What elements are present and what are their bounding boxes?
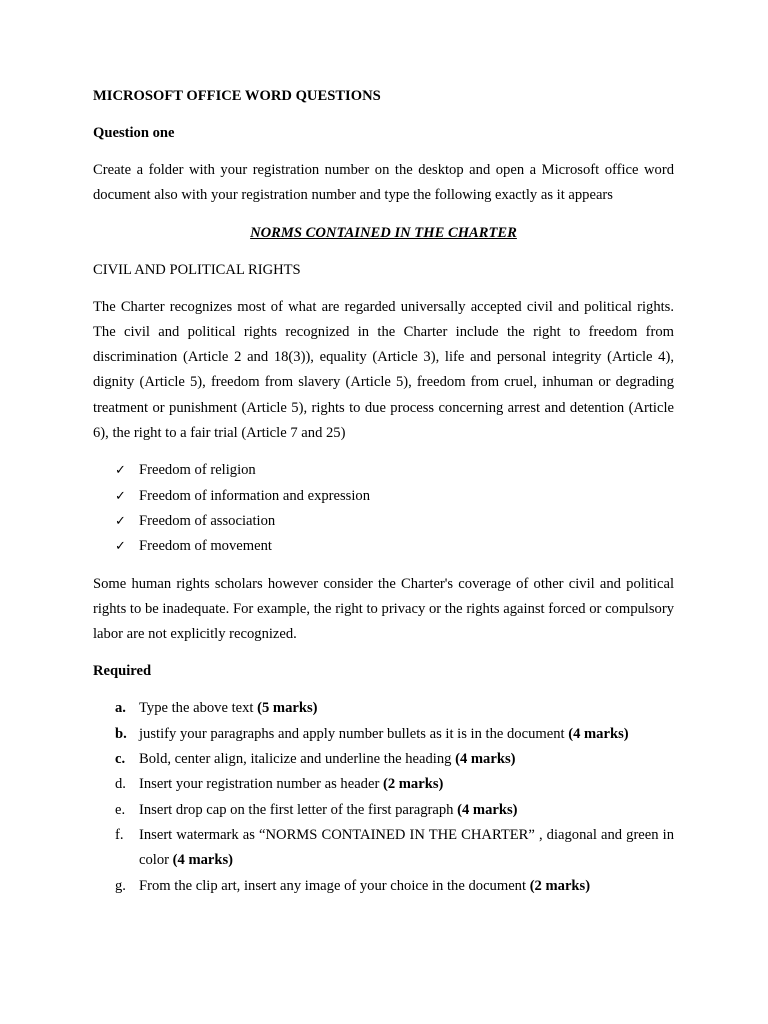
marks-label: (5 marks)	[257, 700, 318, 717]
list-item: ✓ Freedom of association	[93, 509, 674, 534]
marks-label: (4 marks)	[568, 725, 629, 742]
list-marker: e.	[115, 801, 126, 818]
marks-label: (2 marks)	[529, 877, 591, 894]
requirement-item: a. Type the above text (5 marks)	[93, 696, 674, 721]
list-item: ✓ Freedom of information and expression	[93, 484, 674, 509]
list-marker: b.	[115, 725, 127, 742]
list-marker: f.	[115, 826, 124, 843]
rights-paragraph: The Charter recognizes most of what are regarded universally accepted civil and political rights. The civil and political rights recognized in the Charter include the right to freedom from discrimination (Article 2 and 18(3)), equality (Article 3), life and personal integrity (Article 4), dignity (Article 5), freedom from slavery (Article 5), freedom from cruel, inhuman or degrading treatment or punishment (Article 5), rights to due process concerning arrest and detention (Article 6), the right to a fair trial (Article 7 and 25)	[93, 298, 674, 442]
document-title: MICROSOFT OFFICE WORD QUESTIONS	[93, 88, 381, 104]
requirement-item: e. Insert drop cap on the first letter of the first paragraph (4 marks)	[93, 798, 674, 823]
list-marker: d.	[115, 776, 126, 793]
requirement-item: f. Insert watermark as “NORMS CONTAINED IN THE CHARTER” , diagonal and green in color (4 marks)	[93, 823, 674, 874]
checkmark-icon: ✓	[115, 539, 126, 555]
required-label: Required	[93, 663, 152, 680]
marks-label: (4 marks)	[172, 852, 234, 869]
intro-paragraph: Create a folder with your registration number on the desktop and open a Microsoft office word document also with your registration number and type the following exactly as it appears	[93, 162, 674, 204]
marks-label: (4 marks)	[455, 751, 516, 768]
checkmark-icon: ✓	[115, 463, 126, 479]
checkmark-icon: ✓	[115, 488, 126, 504]
requirement-item: b. justify your paragraphs and apply number bullets as it is in the document (4 marks)	[93, 722, 674, 747]
charter-heading: NORMS CONTAINED IN THE CHARTER	[250, 224, 517, 241]
question-label: Question one	[93, 125, 175, 141]
requirement-item: d. Insert your registration number as header (2 marks)	[93, 772, 674, 797]
marks-label: (2 marks)	[382, 776, 444, 793]
marks-label: (4 marks)	[457, 801, 518, 818]
list-item: ✓ Freedom of movement	[93, 534, 674, 559]
requirements-list	[93, 696, 674, 898]
freedoms-checklist	[93, 458, 674, 559]
checkmark-icon: ✓	[115, 513, 126, 529]
requirement-item: c. Bold, center align, italicize and underline the heading (4 marks)	[93, 747, 674, 772]
list-marker: g.	[115, 877, 126, 894]
section-subtitle: CIVIL AND POLITICAL RIGHTS	[93, 261, 301, 278]
list-marker: c.	[115, 751, 126, 768]
requirement-item: g. From the clip art, insert any image of your choice in the document (2 marks)	[93, 874, 674, 899]
list-item: ✓ Freedom of religion	[93, 458, 674, 483]
scholars-paragraph: Some human rights scholars however consider the Charter's coverage of other civil and political rights to be inadequate. For example, the right to privacy or the rights against forced or compulsory labor are not explicitly recognized.	[93, 575, 674, 643]
document-page	[93, 84, 674, 899]
list-marker: a.	[115, 700, 126, 717]
